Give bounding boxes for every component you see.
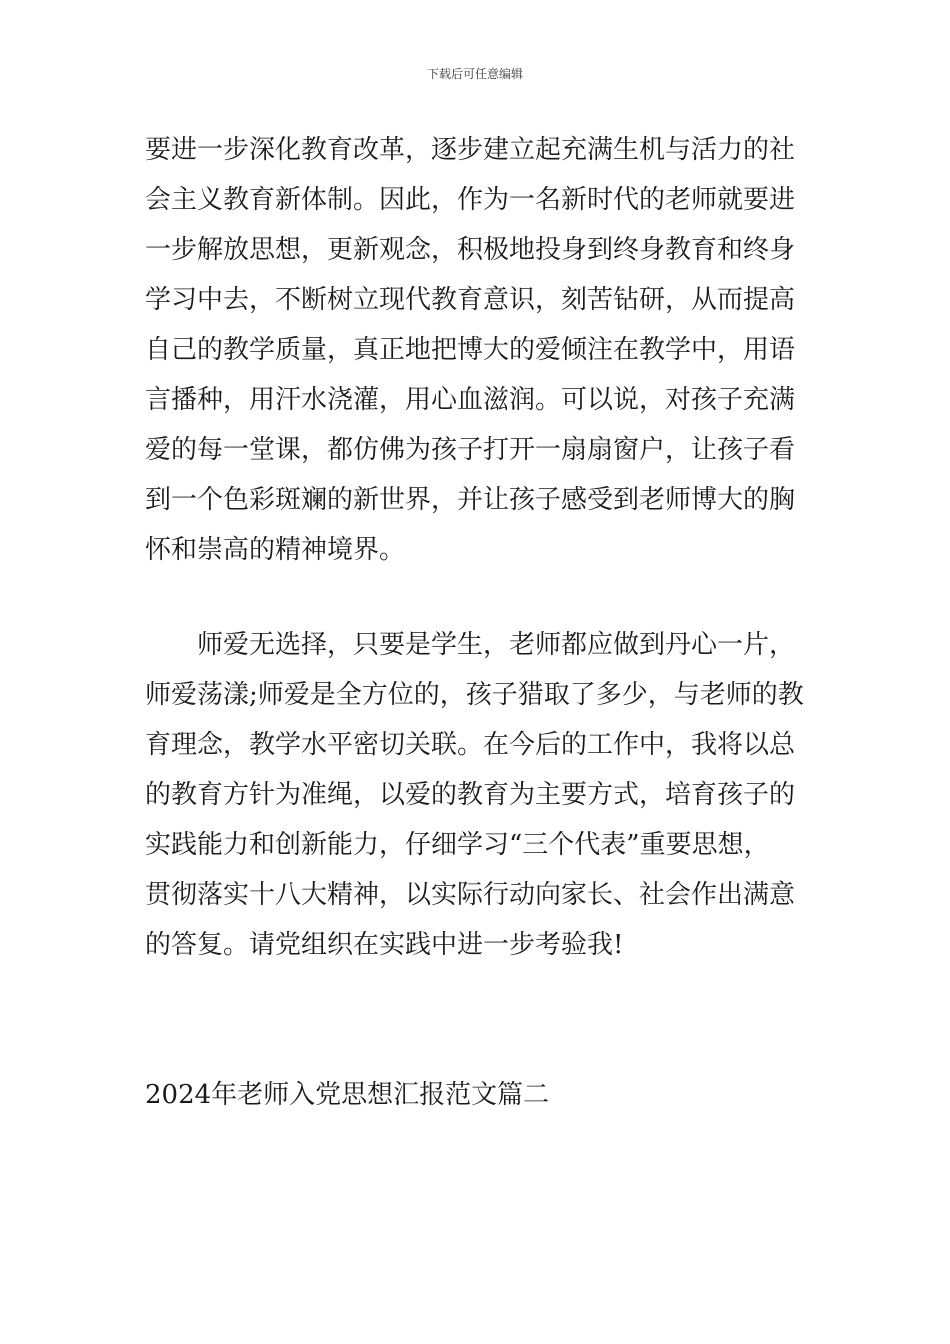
paragraph-line: 自己的教学质量，真正地把博大的爱倾注在教学中，用语 (145, 335, 796, 365)
paragraph-line: 爱的每一堂课，都仿佛为孩子打开一扇扇窗户，让孩子看 (145, 435, 796, 465)
paragraph-line: 言播种，用汗水浇灌，用心血滋润。可以说，对孩子充满 (145, 385, 796, 415)
paragraph-1 (145, 125, 810, 575)
paragraph-line: 的答复。请党组织在实践中进一步考验我! (145, 930, 624, 960)
section-heading: 2024年老师入党思想汇报范文篇二 (145, 1080, 550, 1110)
paragraph-line: 育理念，教学水平密切关联。在今后的工作中，我将以总 (145, 730, 796, 760)
paragraph-line: 怀和崇高的精神境界。 (145, 535, 406, 565)
paragraph-line: 的教育方针为准绳，以爱的教育为主要方式，培育孩子的 (145, 780, 796, 810)
header-note: 下载后可任意编辑 (426, 67, 523, 81)
paragraph-line: 学习中去，不断树立现代教育意识，刻苦钻研，从而提高 (145, 285, 796, 315)
paragraph-line: 师爱无选择，只要是学生，老师都应做到丹心一片， (145, 630, 796, 660)
paragraph-line: 到一个色彩斑斓的新世界，并让孩子感受到老师博大的胸 (145, 485, 796, 515)
paragraph-2 (145, 620, 810, 970)
paragraph-line: 师爱荡漾;师爱是全方位的，孩子猎取了多少，与老师的教 (145, 680, 804, 710)
paragraph-line: 会主义教育新体制。因此，作为一名新时代的老师就要进 (145, 185, 796, 215)
paragraph-line: 一步解放思想，更新观念，积极地投身到终身教育和终身 (145, 235, 796, 265)
paragraph-line: 要进一步深化教育改革，逐步建立起充满生机与活力的社 (145, 135, 796, 165)
paragraph-line: 实践能力和创新能力，仔细学习“三个代表”重要思想， (145, 830, 770, 860)
paragraph-line: 贯彻落实十八大精神，以实际行动向家长、社会作出满意 (145, 880, 796, 910)
